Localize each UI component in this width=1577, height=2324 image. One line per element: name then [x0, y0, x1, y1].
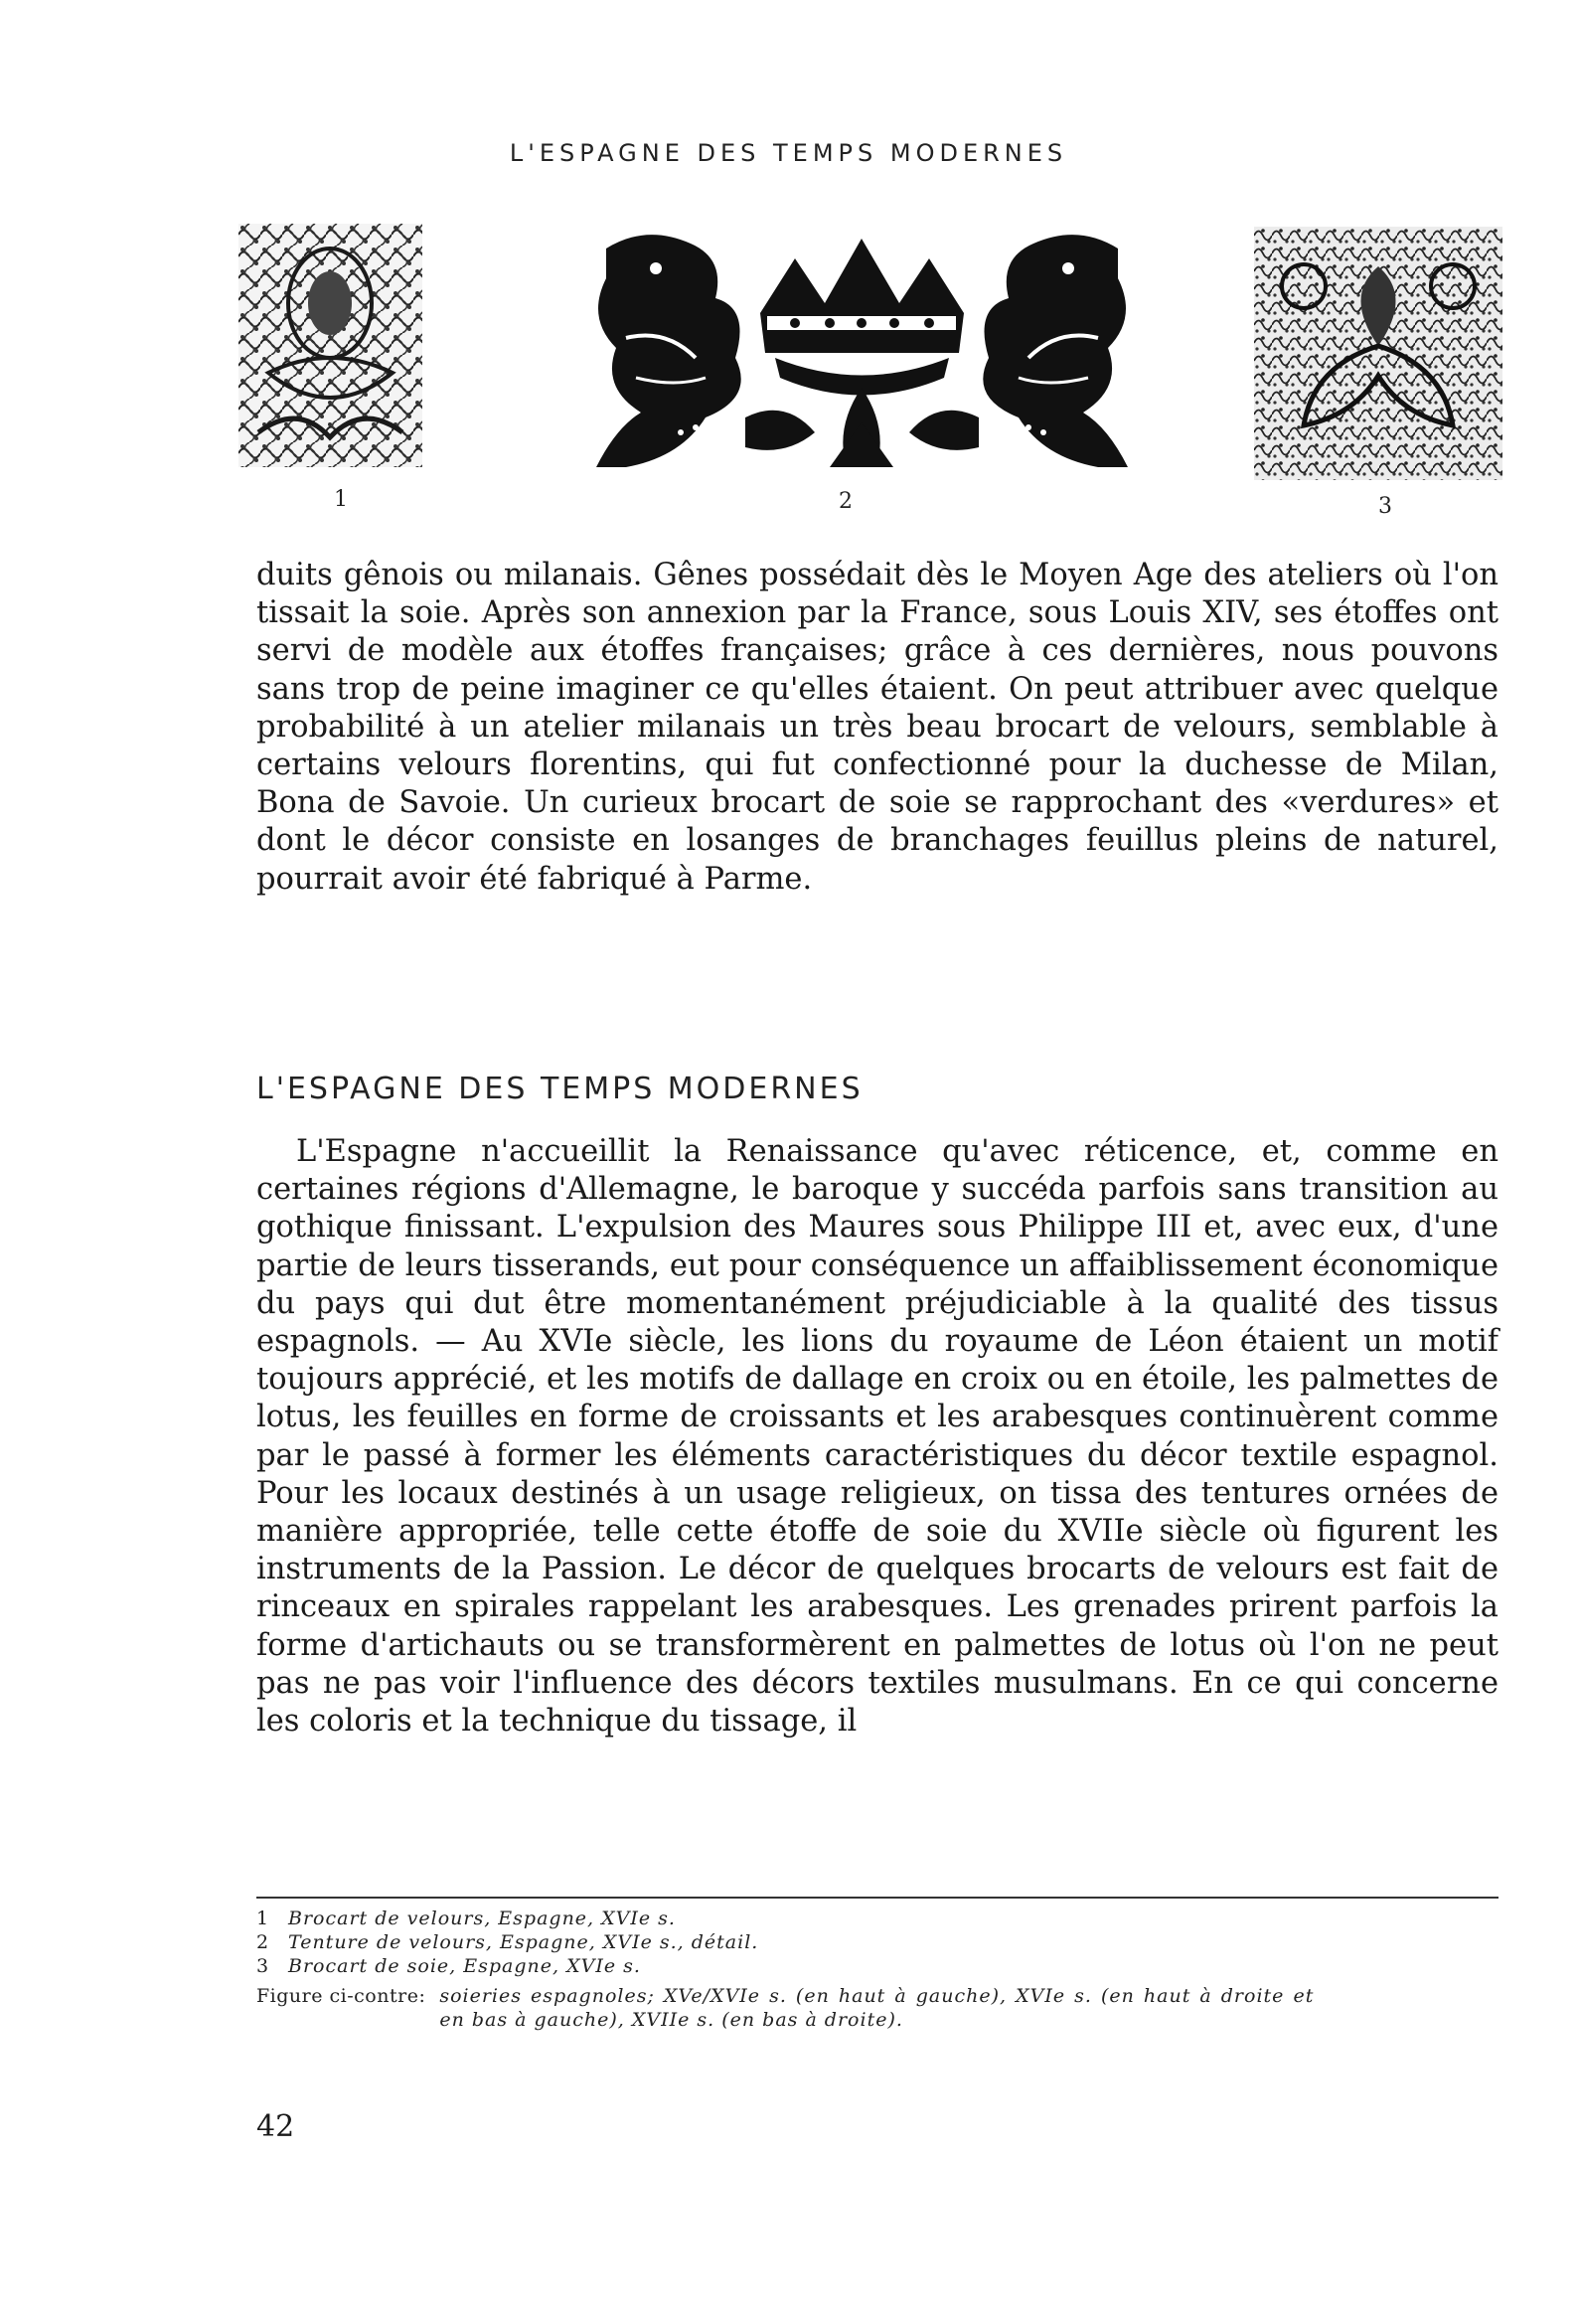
- plate-3-pattern: [1254, 227, 1502, 480]
- body-paragraph-2: L'Espagne n'accueillit la Renaissance qu'avec réticence, et, comme en certaines régions d'Allemagne, le baroque y succéda parfois sans transition au gothique finissant. L'expulsion des Maures sous Philippe III et, avec eux, d'une partie de leurs tisserands, eut pour conséquence un affaiblissement économique du pays qui dut être momentanément préjudiciable à la qualité des tissus espagnols. — Au XVIe siècle, les lions du royaume de Léon étaient un motif toujours apprécié, et les motifs de dallage en croix ou en étoile, les palmettes de lotus, les feuilles en forme de croissants et les arabesques continuèrent comme par le passé à former les éléments caractéristiques du décor textile espagnol. Pour les locaux destinés à un usage religieux, on tissa des tentures ornées de manière appropriée, telle cette étoffe de soie du XVIIe siècle où figurent les instruments de la Passion. Le décor de quelques brocarts de velours est fait de rinceaux en spirales rappelant les arabesques. Les grenades prirent parfois la forme d'artichauts ou se transformèrent en palmettes de lotus où l'on ne peut pas ne pas voir l'influence des décors textiles musulmans. En ce qui concerne les coloris et la technique du tissage, il: [256, 1134, 1498, 1740]
- caption-number: 1: [256, 1908, 269, 1929]
- page-number: 42: [256, 2109, 295, 2144]
- caption-text: Brocart de soie, Espagne, XVIe s.: [288, 1955, 641, 1977]
- plate-2-velvet-hanging-image: [586, 219, 1138, 475]
- plate-2-lions-crown-motif: [586, 219, 1138, 475]
- caption-text: Brocart de velours, Espagne, XVIe s.: [288, 1908, 676, 1929]
- plate-number-2: 2: [839, 489, 853, 514]
- running-head: L'ESPAGNE DES TEMPS MODERNES: [509, 139, 1068, 167]
- plate-number-1: 1: [334, 487, 348, 512]
- figure-note-label: Figure ci-contre:: [256, 1985, 426, 2007]
- section-heading: L'ESPAGNE DES TEMPS MODERNES: [256, 1072, 864, 1106]
- plate-1-velvet-brocade-image: [238, 224, 422, 467]
- caption-1: [256, 1907, 1498, 1930]
- plate-number-3: 3: [1378, 494, 1392, 519]
- footnote-divider: [256, 1897, 1498, 1899]
- figure-note-text: soieries espagnoles; XVe/XVIe s. (en haut à gauche), XVIe s. (en haut à droite et en bas à gauche), XVIIe s. (en bas à droite).: [439, 1985, 1315, 2031]
- caption-number: 3: [256, 1955, 269, 1977]
- captions-block: [256, 1907, 1498, 2032]
- caption-2: [256, 1930, 1498, 1954]
- figure-note: [256, 1984, 1498, 2032]
- plate-1-pattern: [238, 224, 422, 467]
- caption-3: [256, 1954, 1498, 1978]
- caption-number: 2: [256, 1931, 269, 1953]
- plate-3-silk-brocade-image: [1254, 227, 1502, 480]
- caption-text: Tenture de velours, Espagne, XVIe s., détail.: [288, 1931, 759, 1953]
- body-paragraph-1: duits gênois ou milanais. Gênes possédait dès le Moyen Age des ateliers où l'on tissait la soie. Après son annexion par la France, sous Louis XIV, ses étoffes ont servi de modèle aux étoffes françaises; grâce à ces dernières, nous pouvons sans trop de peine imaginer ce qu'elles étaient. On peut attribuer avec quelque probabilité à un atelier milanais un très beau brocart de velours, semblable à certains velours florentins, qui fut confectionné pour la duchesse de Milan, Bona de Savoie. Un curieux brocart de soie se rapprochant des «verdures» et dont le décor consiste en losanges de branchages feuillus pleins de naturel, pourrait avoir été fabriqué à Parme.: [256, 558, 1498, 897]
